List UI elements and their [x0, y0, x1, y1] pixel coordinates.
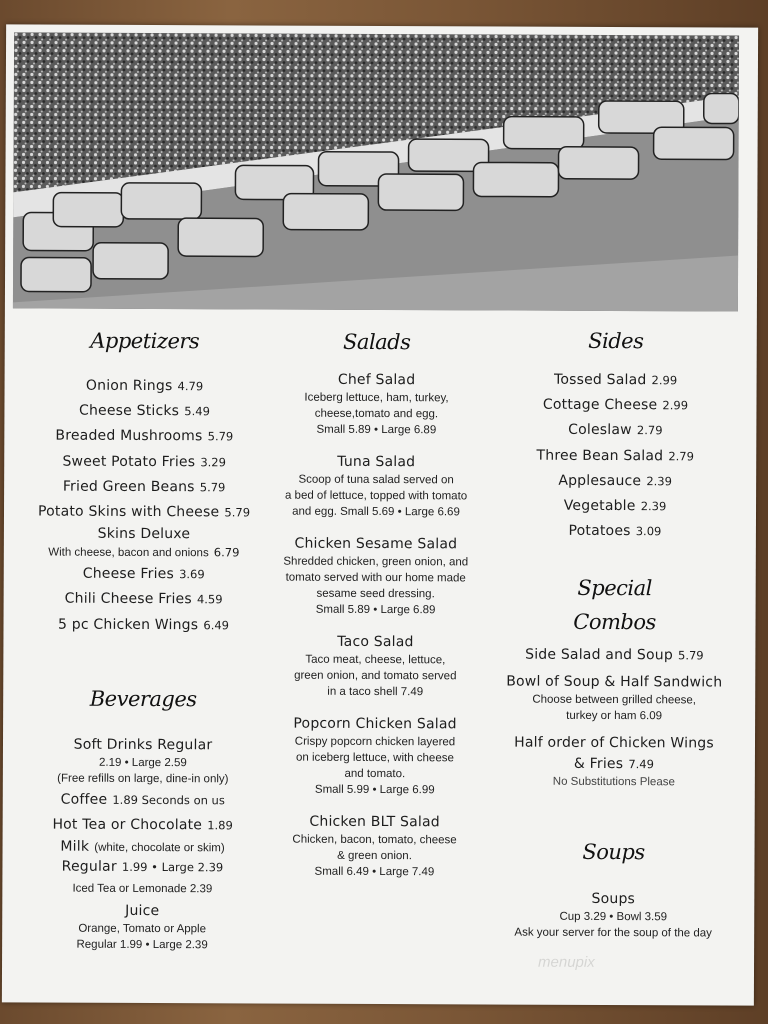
salad-item: Popcorn Chicken Salad Crispy popcorn chicken layered on iceberg lettuce, with cheese and tomato. Small 5.99 • Large 6.99 — [293, 715, 457, 797]
combos-list — [491, 642, 738, 790]
menu-page — [2, 24, 758, 1005]
salads-heading: Salads — [343, 329, 411, 355]
milk-prices: Regular 1.99 • Large 2.39 — [61, 858, 224, 875]
juice: Juice — [125, 902, 160, 920]
menu-item: Vegetable 2.39 — [563, 497, 667, 515]
iced-tea: Iced Tea or Lemonade 2.39 — [72, 882, 213, 896]
milk: Milk (white, chocolate or skim) — [60, 838, 225, 855]
soups-section — [490, 839, 736, 864]
appetizers-list — [23, 372, 264, 637]
beverages-heading: Beverages — [89, 686, 197, 712]
sides-list — [492, 366, 739, 543]
race-cars-photo — [13, 32, 739, 311]
combo-item: Side Salad and Soup 5.79 — [525, 646, 704, 664]
menu-item: Sweet Potato Fries 3.29 — [62, 453, 226, 470]
juice-prices: Regular 1.99 • Large 2.39 — [76, 938, 208, 952]
appetizers-heading: Appetizers — [90, 328, 200, 354]
menu-item: Applesauce 2.39 — [558, 472, 672, 489]
combo-item: Bowl of Soup & Half Sandwich — [506, 673, 723, 691]
hot-tea: Hot Tea or Chocolate 1.89 — [52, 816, 233, 834]
salads-section — [267, 330, 487, 355]
combos-section — [491, 570, 737, 639]
combo-note: Choose between grilled cheese, — [532, 693, 697, 707]
beverages-list — [22, 734, 263, 953]
menu-item: Potatoes 3.09 — [568, 523, 662, 540]
menu-item: Cottage Cheese 2.99 — [542, 396, 689, 414]
menu-item: Potato Skins with Cheese 5.79 — [37, 503, 251, 521]
sides-heading: Sides — [588, 328, 644, 354]
menu-item: Three Bean Salad 2.79 — [536, 447, 694, 464]
soft-drinks: Soft Drinks Regular — [73, 736, 213, 754]
salad-item: Chef Salad Iceberg lettuce, ham, turkey, cheese,tomato and egg. Small 5.89 • Large 6.89 — [304, 371, 449, 437]
menu-item-note: With cheese, bacon and onions 6.79 — [48, 545, 240, 560]
menu-item: Chili Cheese Fries 4.59 — [64, 591, 223, 608]
menu-item: 5 pc Chicken Wings 6.49 — [58, 616, 230, 633]
salad-item: Taco Salad Taco meat, cheese, lettuce, green onion, and tomato served in a taco shell 7.49 — [294, 633, 457, 699]
sides-section — [493, 328, 739, 353]
soups-note: Ask your server for the soup of the day — [514, 926, 712, 940]
soups-prices: Cup 3.29 • Bowl 3.59 — [559, 910, 668, 924]
menu-item: Cheese Fries 3.69 — [82, 565, 205, 583]
menu-item: Breaded Mushrooms 5.79 — [55, 427, 234, 445]
soft-drinks-prices: 2.19 • Large 2.59 — [98, 756, 187, 770]
soft-drinks-note: (Free refills on large, dine-in only) — [57, 772, 229, 786]
menu-item: Fried Green Beans 5.79 — [62, 478, 226, 496]
soups-heading: Soups — [582, 839, 645, 865]
soups-name: Soups — [591, 890, 636, 908]
appetizers-section — [25, 328, 265, 353]
salad-item: Tuna Salad Scoop of tuna salad served on a bed of lettuce, topped with tomato and egg. Small 5.69 • Large 6.69 — [284, 453, 468, 519]
watermark: menupix — [538, 953, 595, 971]
menu-item: Cheese Sticks 5.49 — [78, 402, 210, 420]
combo-note: turkey or ham 6.09 — [566, 709, 663, 723]
salad-item: Chicken BLT Salad Chicken, bacon, tomato, cheese & green onion. Small 6.49 • Large 7.49 — [292, 813, 457, 879]
coffee: Coffee 1.89 Seconds on us — [60, 791, 225, 808]
race-track-image — [13, 32, 739, 311]
beverages-section — [23, 686, 263, 711]
menu-item: Skins Deluxe — [97, 525, 191, 543]
salads-list — [264, 370, 486, 881]
combo-item: Half order of Chicken Wings — [514, 734, 714, 752]
combos-heading-2: Combos — [573, 609, 656, 635]
no-substitutions-note: No Substitutions Please — [552, 775, 675, 789]
menu-item: Onion Rings 4.79 — [85, 377, 204, 395]
soups-list — [490, 888, 736, 941]
combos-heading-1: Special — [577, 575, 652, 601]
juice-note: Orange, Tomato or Apple — [78, 922, 207, 936]
salad-item: Chicken Sesame Salad Shredded chicken, green onion, and tomato served with our home made sesame seed dressing. Small 5.89 • Large 6.89 — [283, 535, 469, 617]
menu-item: Tossed Salad 2.99 — [553, 371, 678, 389]
menu-item: Coleslaw 2.79 — [568, 422, 663, 439]
combo-item: & Fries 7.49 — [573, 755, 654, 773]
